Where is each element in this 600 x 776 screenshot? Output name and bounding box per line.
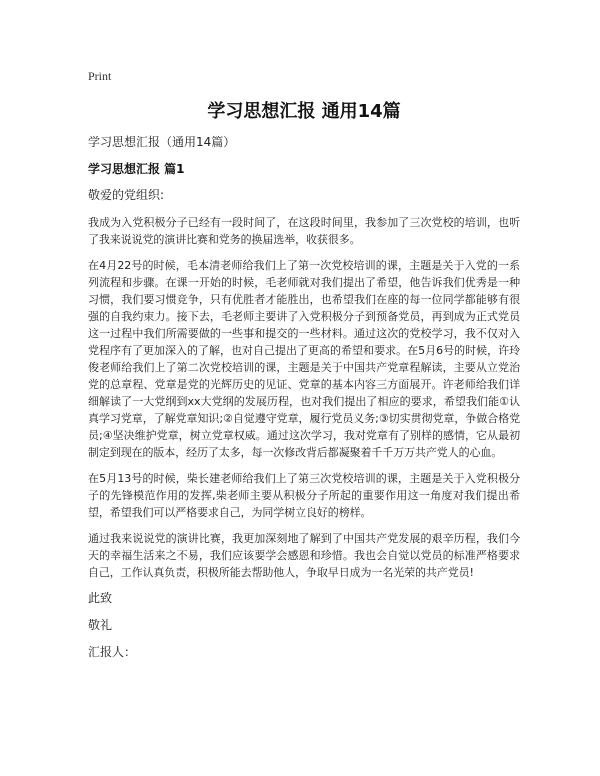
document-page: [88, 68, 520, 671]
paragraph-1: 我成为入党积极分子已经有一段时间了，在这段时间里，我参加了三次党校的培训，也听了我来说说党的演讲比赛和党务的换届选举，收获很多。: [88, 216, 520, 246]
closing-cizhi: 此致: [88, 591, 113, 605]
paragraph-3: 在5月13号的时候，柴长建老师给我们上了第三次党校培训的课，主题是关于入党积极分子的先锋模范作用的发挥,柴老师主要从积极分子所起的重要作用这一角度对我们提出希望，希望我们可以严格要求自己，为同学树立良好的榜样。: [88, 472, 520, 519]
paragraph-4: 通过我来说说党的演讲比赛，我更加深刻地了解到了中国共产党发展的艰辛历程，我们今天的幸福生活来之不易，我们应该要学会感恩和珍惜。我也会自觉以党员的标准严格要求自己，工作认真负责，积极所能去帮助他人，争取早日成为一名光荣的共产党员!: [88, 532, 520, 579]
section-heading: 学习思想汇报 篇1: [88, 162, 185, 176]
document-subtitle: 学习思想汇报（通用14篇）: [88, 135, 236, 149]
greeting: 敬爱的党组织:: [88, 188, 165, 202]
print-label: Print: [88, 69, 112, 83]
closing-reporter: 汇报人：: [88, 645, 137, 659]
document-title: 学习思想汇报 通用14篇: [207, 101, 401, 122]
paragraph-2: 在4月22号的时候，毛本清老师给我们上了第一次党校培训的课，主题是关于入党的一系列流程和步骤。在课一开始的时候，毛老师就对我们提出了希望，他告诉我们优秀是一种习惯，我们要习惯竞争，只有优胜者才能胜出，也希望我们在座的每一位同学都能够有很强的自我约束力。接下去，毛老师主要讲了入党积极分子到预备党员，再到成为正式党员这一过程中我们所需要做的一些事和提交的一些材料。通过这次的党校学习，我不仅对入党程序有了更加深入的了解，也对自己提出了更高的希望和要求。在5月6号的时候，许玲俊老师给我们上了第二次党校培训的课，主题是关于中国共产党章程解读，主要从立党治党的总章程、党章是党的光辉历史的见证、党章的基本内容三方面展开。许老师给我们详细解读了一大党纲到xx大党纲的发展历程，也对我们提出了相应的要求，希望我们能①认真学习党章，了解党章知识;②自觉遵守党章，履行党员义务;③切实贯彻党章，争做合格党员;④坚决维护党章，树立党章权威。通过这次学习，我对党章有了别样的感情，它从最初制定到现在的版本，经历了太多，每一次修改背后都凝聚着千千万万共产党人的心血。: [88, 259, 520, 459]
closing-jingli: 敬礼: [88, 618, 113, 632]
